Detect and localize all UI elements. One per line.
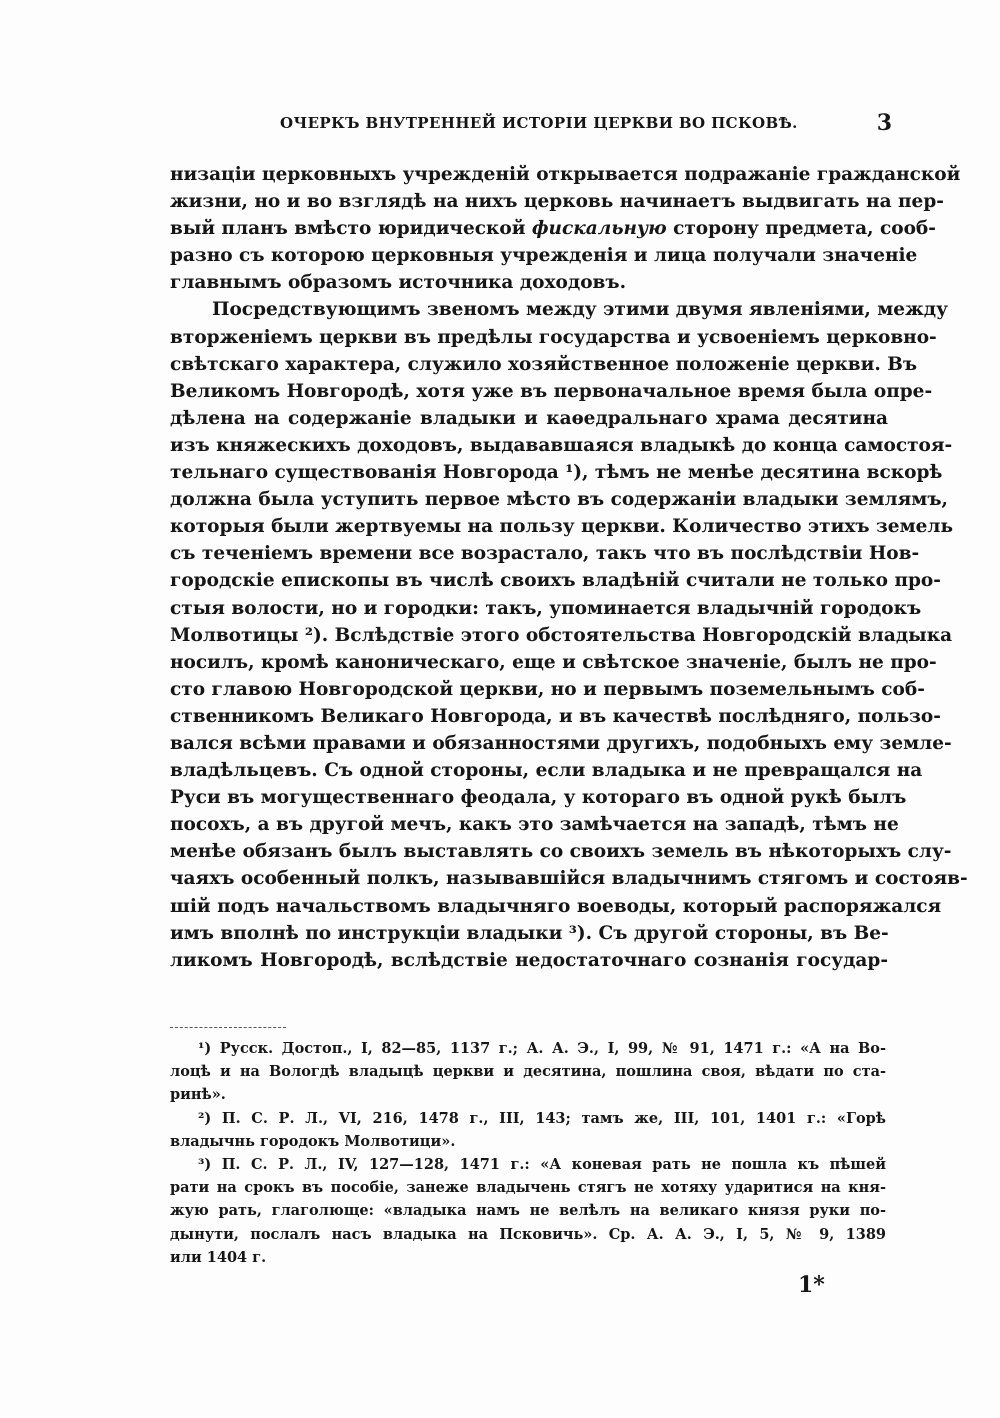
text-line: низаціи церковныхъ учрежденій открывается подражаніе гражданской: [170, 164, 961, 185]
text-line: тельнаго существованія Новгорода ¹), тѣмъ не менѣе десятина вскорѣ: [170, 462, 943, 484]
text-line: ликомъ Новгородѣ, вслѣдствіе недостаточнаго сознанія государ-: [170, 949, 888, 971]
footnote-separator: [170, 1027, 286, 1028]
text-line: Молвотицы ²). Вслѣдствіе этого обстоятельства Новгородскій владыка: [170, 624, 953, 646]
page-number: 3: [876, 110, 892, 136]
text-line: носилъ, кромѣ каноническаго, еще и свѣтское значеніе, былъ не про-: [170, 651, 937, 673]
text-line: Руси въ могущественнаго феодала, у котораго въ одной рукѣ былъ: [170, 787, 907, 809]
text-line: владѣльцевъ. Съ одной стороны, если владыка и не превращался на: [170, 760, 923, 782]
footnote-line: лоцѣ и на Вологдѣ владыцѣ церкви и десятина, пошлина своя, вѣдати по ста-: [170, 1063, 886, 1081]
footnote-line: ³) П. С. Р. Л., IV, 127—128, 1471 г.: «А коневая рать не пошла къ пѣшей: [198, 1155, 886, 1173]
footnote-line: рати на срокъ въ пособіе, занеже владычень стягъ не хотяху ударитися на кня-: [170, 1179, 886, 1197]
text-line: которыя были жертвуемы на пользу церкви. Количество этихъ земель: [170, 516, 954, 538]
text-line: вался всѣми правами и обязанностями другихъ, подобныхъ ему земле-: [170, 732, 952, 754]
text-line: Посредствующимъ звеномъ между этими двумя явленіями, между: [212, 299, 948, 321]
text-line: стыя волости, но и городки: такъ, упоминается владычній городокъ: [170, 597, 922, 619]
text-line: должна была уступить первое мѣсто въ содержаніи владыки землямъ,: [170, 489, 948, 511]
footnote-line: дынути, послалъ насъ владыка на Псковичь». Ср. А. А. Э., I, 5, № 9, 1389: [170, 1225, 886, 1243]
text-line: съ теченіемъ времени все возрастало, такъ что въ послѣдствіи Нов-: [170, 543, 920, 565]
footnote-line: жую рать, глаголюще: «владыка намъ не велѣлъ на великаго князя руки по-: [170, 1202, 886, 1220]
text-line: изъ княжескихъ доходовъ, выдававшаяся владыкѣ до конца самостоя-: [170, 434, 953, 456]
text-line: сто главою Новгородской церкви, но и первымъ поземельнымъ соб-: [170, 678, 925, 700]
text-line: чаяхъ особенный полкъ, называвшійся владычнимъ стягомъ и состояв-: [170, 868, 968, 890]
text-fragment: сторону предмета, сооб-: [673, 218, 936, 240]
text-fragment: вый планъ вмѣсто юридической: [170, 218, 526, 240]
text-line: свѣтскаго характера, служило хозяйственное положеніе церкви. Въ: [170, 353, 918, 375]
text-line: главнымъ образомъ источника доходовъ.: [170, 272, 627, 294]
text-line: дѣлена на содержаніе владыки и каѳедральнаго храма десятина: [170, 407, 888, 429]
text-line: ственникомъ Великаго Новгорода, и въ качествѣ послѣдняго, пользо-: [170, 705, 941, 727]
running-title: ОЧЕРКЪ ВНУТРЕННЕЙ ИСТОРІИ ЦЕРКВИ ВО ПСКОВѢ.: [280, 114, 798, 132]
text-line: вторженіемъ церкви въ предѣлы государства и усвоеніемъ церковно-: [170, 326, 937, 348]
text-line: разно съ которою церковныя учрежденія и лица получали значеніе: [170, 245, 918, 267]
footnote-line: ¹) Русск. Достоп., I, 82—85, 1137 г.; А. А. Э., I, 99, № 91, 1471 г.: «А на Во-: [198, 1040, 886, 1057]
footnote-line: или 1404 г.: [170, 1248, 267, 1266]
text-line: посохъ, а въ другой мечъ, какъ это замѣчается на западѣ, тѣмъ не: [170, 814, 899, 836]
footnote-line: ринѣ».: [170, 1086, 226, 1104]
main-text: [170, 161, 968, 974]
signature-mark: 1*: [798, 1272, 825, 1298]
footnote-line: ²) П. С. Р. Л., VI, 216, 1478 г., III, 143; тамъ же, III, 101, 1401 г.: «Горѣ: [198, 1109, 886, 1127]
text-line: менѣе обязанъ былъ выставлять со своихъ земель въ нѣкоторыхъ слу-: [170, 841, 952, 863]
text-line: Великомъ Новгородѣ, хотя уже въ первоначальное время была опре-: [170, 380, 933, 402]
text-line: жизни, но и во взглядѣ на нихъ церковь начинаетъ выдвигать на пер-: [170, 191, 944, 213]
page-header: [170, 110, 894, 144]
text-line: имъ вполнѣ по инструкціи владыки ³). Съ другой стороны, въ Ве-: [170, 922, 889, 944]
footnotes: [170, 1037, 886, 1269]
text-line-with-emphasis: [170, 215, 936, 242]
italic-word: фискальную: [531, 218, 667, 240]
text-line: городскіе епископы въ числѣ своихъ владѣній считали не только про-: [170, 570, 941, 592]
text-line: шій подъ начальствомъ владычняго воеводы, который распоряжался: [170, 895, 942, 917]
footnote-line: владычнь городокъ Молвотици».: [170, 1132, 456, 1150]
